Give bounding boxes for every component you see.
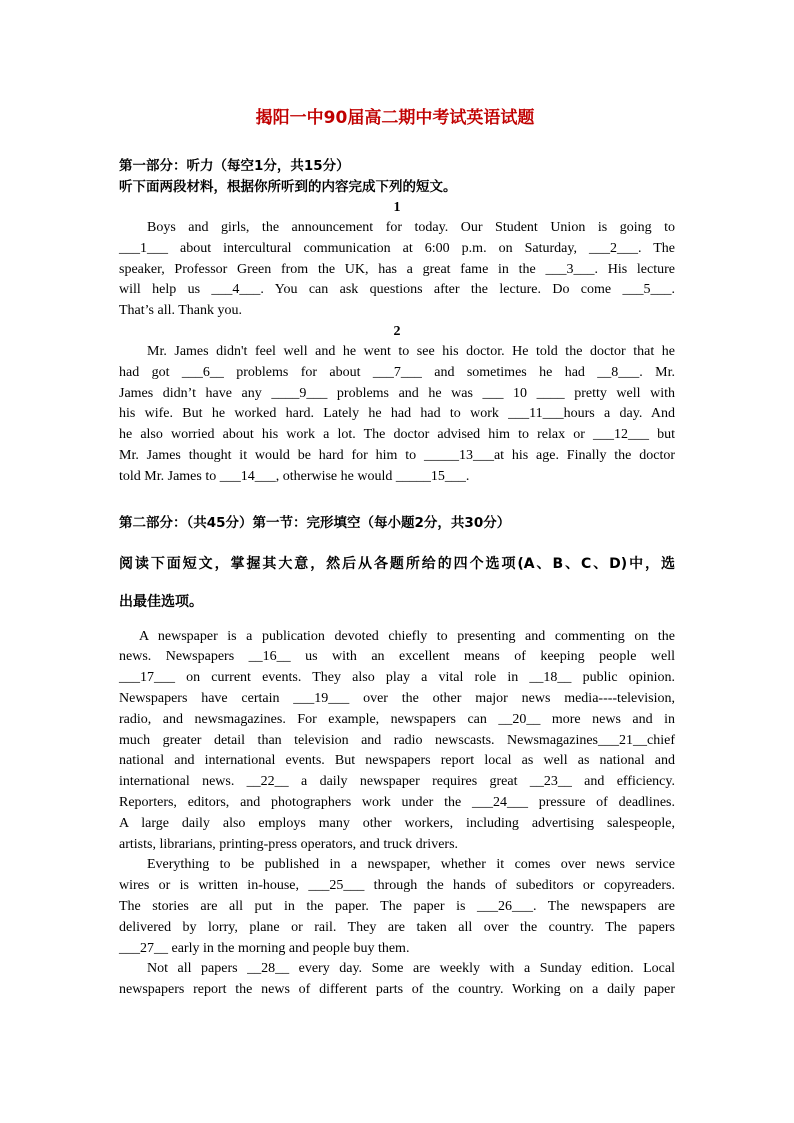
exam-page: [119, 104, 675, 1001]
passage-line: A large daily also employs many other workers, including advertising salespeople,: [119, 815, 675, 831]
passage1-number: 1: [393, 200, 401, 215]
passage-line: wires or is written in-house, ___25___ through the hands of subeditors or copyreaders.: [119, 878, 675, 894]
passage-line: ___1___ about intercultural communication at 6:00 p.m. on Saturday, ___2___. The: [119, 240, 675, 256]
passage-line: delivered by lorry, plane or rail. They are taken all over the country. The papers: [119, 919, 675, 935]
passage-line: international news. __22__ a daily newspaper requires great __23__ and efficiency.: [119, 774, 675, 790]
passage-line: much greater detail than television and radio newscasts. Newsmagazines___21__chief: [119, 732, 675, 748]
passage-line: radio, and newsmagazines. For example, newspapers can __20__ more news and in: [119, 711, 675, 727]
passage-line: Reporters, editors, and photographers work under the ___24___ pressure of deadlines.: [119, 794, 675, 810]
passage2-number: 2: [393, 323, 401, 339]
passage-line: Boys and girls, the announcement for today. Our Student Union is going to: [147, 220, 675, 235]
passage-line: ___17___ on current events. They also play a vital role in __18__ public opinion.: [119, 670, 675, 686]
page-title: 揭阳一中90届高二期中考试英语试题: [255, 108, 535, 128]
passage-line: A newspaper is a publication devoted chiefly to presenting and commenting on the: [139, 628, 675, 644]
passage-line: That’s all. Thank you.: [119, 303, 242, 319]
part2-heading: 第二部分：（共45分）第一节：完形填空（每小题2分，共30分）: [119, 514, 511, 531]
passage-line: will help us ___4___. You can ask questions after the lecture. Do come ___5___.: [119, 282, 675, 298]
listening-passage-1: [119, 218, 675, 322]
passage-line: told Mr. James to ___14___, otherwise he would _____15___.: [119, 468, 470, 484]
passage-line: his wife. But he worked hard. Lately he had had to work ___11___hours a day. And: [119, 406, 675, 422]
listening-passage-2: [119, 342, 675, 488]
part1-instruction: 听下面两段材料，根据你所听到的内容完成下列的短文。: [119, 179, 457, 195]
passage-line: newspapers report the news of different parts of the country. Working on a daily paper: [119, 982, 675, 998]
cloze-paragraph-3: [119, 959, 675, 1001]
passage-line: had got ___6__ problems for about ___7___ and sometimes he had __8___. Mr.: [119, 364, 675, 380]
passage-line: artists, librarians, printing-press operators, and truck drivers.: [119, 836, 459, 852]
passage-line: James didn’t have any ____9___ problems and he was ___ 10 ____ pretty well with: [119, 385, 675, 401]
passage-line: The stories are all put in the paper. The paper is ___26___. The newspapers are: [119, 898, 675, 914]
passage-line: ___27__ early in the morning and people buy them.: [119, 940, 410, 956]
passage-line: he also worried about his work a lot. The doctor advised him to relax or ___12___ but: [119, 427, 675, 443]
passage-line: Everything to be published in a newspaper, whether it comes over news service: [147, 857, 675, 873]
passage-line: Not all papers __28__ every day. Some are weekly with a Sunday edition. Local: [147, 961, 675, 977]
part2-instruction-line1: 阅读下面短文，掌握其大意，然后从各题所给的四个选项(A、B、C、D)中，选: [119, 555, 675, 572]
part1-heading: 第一部分：听力（每空1分，共15分）: [119, 158, 350, 174]
passage-line: news. Newspapers __16__ us with an excellent means of keeping people well: [119, 649, 675, 665]
cloze-paragraph-2: [119, 855, 675, 959]
passage-line: Mr. James thought it would be hard for him to _____13___at his age. Finally the doctor: [119, 447, 675, 463]
passage-line: speaker, Professor Green from the UK, has a great fame in the ___3___. His lecture: [119, 261, 675, 277]
part2-instruction-line2: 出最佳选项。: [119, 593, 203, 610]
passage-line: national and international events. But newspapers report local as well as national and: [119, 753, 675, 769]
passage-line: Newspapers have certain ___19___ over the other major news media----television,: [119, 690, 675, 706]
passage-line: Mr. James didn't feel well and he went to see his doctor. He told the doctor that he: [147, 343, 675, 359]
cloze-paragraph-1: [119, 627, 675, 856]
